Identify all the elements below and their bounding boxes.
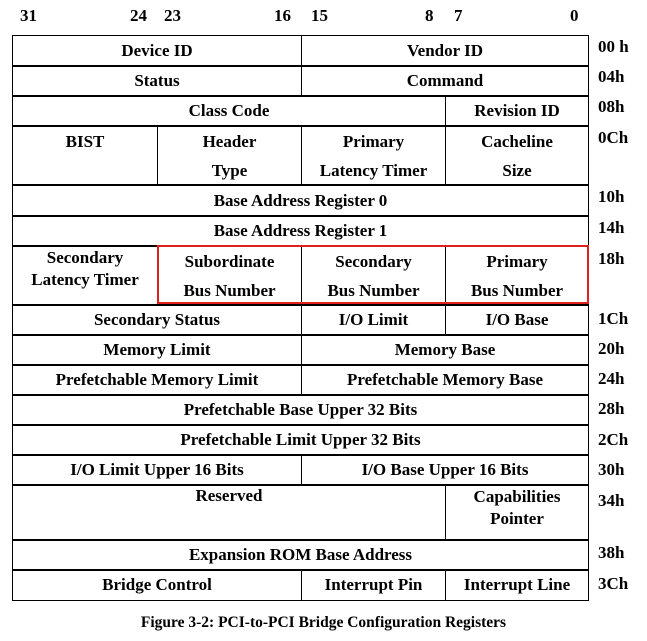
field-primary-bus-number: Primary Bus Number — [445, 245, 589, 306]
field-io-base: I/O Base — [445, 304, 589, 336]
offset-label: 30h — [598, 460, 625, 479]
figure-caption: Figure 3-2: PCI-to-PCI Bridge Configuration Registers — [140, 614, 507, 631]
field-prefetchable-base-upper-32-bits: Prefetchable Base Upper 32 Bits — [12, 394, 589, 426]
field-bist: BIST — [12, 125, 158, 186]
bit-label-8: 8 — [425, 6, 434, 25]
bit-label-23: 23 — [164, 6, 181, 25]
bit-label-16: 16 — [274, 6, 291, 25]
offset-label: 20h — [598, 339, 625, 358]
offset-label: 14h — [598, 218, 625, 237]
field-secondary-status: Secondary Status — [12, 304, 302, 336]
field-bridge-control: Bridge Control — [12, 569, 302, 601]
offset-label: 00 h — [598, 37, 629, 56]
offset-label: 28h — [598, 399, 625, 418]
field-secondary-latency-timer: Secondary Latency Timer — [12, 245, 158, 306]
bit-label-0: 0 — [570, 6, 579, 25]
field-interrupt-pin: Interrupt Pin — [301, 569, 446, 601]
field-header-type: Header Type — [157, 125, 302, 186]
field-revision-id: Revision ID — [445, 95, 589, 127]
field-subordinate-bus-number: Subordinate Bus Number — [157, 245, 302, 306]
field-expansion-rom-base-address: Expansion ROM Base Address — [12, 539, 589, 571]
field-prefetchable-memory-limit: Prefetchable Memory Limit — [12, 364, 302, 396]
field-io-base-upper-16-bits: I/O Base Upper 16 Bits — [301, 454, 589, 486]
bit-label-24: 24 — [130, 6, 147, 25]
offset-label: 2Ch — [598, 430, 629, 449]
field-cacheline-size: Cacheline Size — [445, 125, 589, 186]
offset-label: 04h — [598, 67, 625, 86]
offset-label: 3Ch — [598, 574, 629, 593]
bit-label-7: 7 — [454, 6, 463, 25]
bit-label-31: 31 — [20, 6, 37, 25]
field-primary-latency-timer: Primary Latency Timer — [301, 125, 446, 186]
register-table — [12, 35, 589, 601]
field-device-id: Device ID — [12, 35, 302, 67]
offset-label: 34h — [598, 491, 625, 510]
field-memory-limit: Memory Limit — [12, 334, 302, 366]
field-base-address-register-1: Base Address Register 1 — [12, 215, 589, 247]
field-vendor-id: Vendor ID — [301, 35, 589, 67]
field-base-address-register-0: Base Address Register 0 — [12, 184, 589, 217]
field-prefetchable-limit-upper-32-bits: Prefetchable Limit Upper 32 Bits — [12, 424, 589, 456]
field-reserved: Reserved — [12, 484, 446, 541]
offset-label: 0Ch — [598, 128, 629, 147]
field-io-limit-upper-16-bits: I/O Limit Upper 16 Bits — [12, 454, 302, 486]
offset-label: 18h — [598, 249, 625, 268]
field-capabilities-pointer: Capabilities Pointer — [445, 484, 589, 541]
field-io-limit: I/O Limit — [301, 304, 446, 336]
field-command: Command — [301, 65, 589, 97]
field-memory-base: Memory Base — [301, 334, 589, 366]
field-prefetchable-memory-base: Prefetchable Memory Base — [301, 364, 589, 396]
field-class-code: Class Code — [12, 95, 446, 127]
offset-label: 1Ch — [598, 309, 629, 328]
field-interrupt-line: Interrupt Line — [445, 569, 589, 601]
offset-label: 10h — [598, 187, 625, 206]
field-secondary-bus-number: Secondary Bus Number — [301, 245, 446, 306]
bit-label-15: 15 — [311, 6, 328, 25]
offset-label: 08h — [598, 97, 625, 116]
offset-label: 38h — [598, 543, 625, 562]
field-status: Status — [12, 65, 302, 97]
offset-label: 24h — [598, 369, 625, 388]
